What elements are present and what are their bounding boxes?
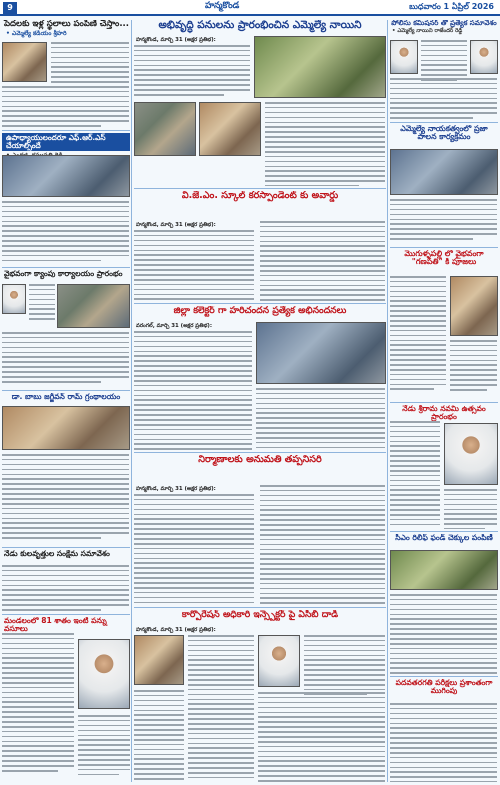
masthead — [0, 0, 500, 16]
dateline: హన్మకొండ, మార్చి 31 (అక్షర ప్రతిభ): — [136, 222, 216, 228]
article — [390, 405, 498, 529]
article — [134, 455, 386, 605]
headline: కార్పొరేషన్ అధికారి ఇన్స్పెక్టర్ పై ఏసీబీ దాడి — [181, 610, 339, 620]
article — [134, 20, 386, 186]
dateline: హన్మకొండ, మార్చి 31 (అక్షర ప్రతిభ): — [136, 37, 216, 43]
headline: అభివృద్ధి పనులను ప్రారంభించిన ఎమ్మెల్యే నాయిని — [158, 20, 362, 31]
page-number: 9 — [3, 2, 17, 14]
headline: జిల్లా కలెక్టర్ గా హరిచందన ప్రత్యేక అభినందనలు — [173, 306, 347, 316]
headline: సీఎం రిలీఫ్ ఫండ్ చెక్కుల పంపిణీ — [395, 534, 493, 542]
column-center — [134, 20, 386, 782]
article — [134, 191, 386, 301]
article-photo — [254, 36, 386, 98]
article — [390, 250, 498, 400]
article-photo — [134, 102, 196, 156]
article-photo — [78, 639, 130, 709]
article — [390, 679, 498, 782]
column-left — [2, 20, 130, 782]
article-photo — [258, 635, 300, 687]
dateline: హన్మకొండ, మార్చి 31 (అక్షర ప్రతిభ): — [136, 627, 216, 633]
subheadline: • ఎమ్మెల్యే కడియం శ్రీహరి — [6, 29, 67, 37]
article — [2, 270, 130, 388]
headline: పదవతరగతి పరీక్షలు ప్రశాంతంగా ముగింపు — [395, 679, 493, 695]
article-photo — [256, 322, 386, 384]
headline: ఉపాధ్యాయులందరూ ఎఫ్.ఆర్.ఎస్ చేయాల్సిందే — [2, 133, 130, 151]
headline: వి.జే.ఎం. స్కూల్ కరస్పాండెంట్ కు అవార్డు — [181, 191, 339, 201]
article-photo — [2, 42, 47, 82]
article — [390, 125, 498, 245]
headline: నేడు కులవృత్తుల సంక్షేమ సమావేశం — [4, 550, 110, 558]
column-right — [390, 20, 498, 782]
headline: నిర్మాణాలకు అనుమతి తప్పనిసరి — [198, 455, 322, 465]
article — [2, 20, 130, 128]
article-photo — [390, 550, 498, 590]
article-photo — [390, 40, 418, 74]
article — [390, 20, 498, 120]
article-photo — [390, 149, 498, 195]
column-divider — [131, 20, 132, 782]
article — [2, 617, 130, 782]
article — [2, 550, 130, 612]
headline: పేదలకు ఇళ్ల స్థలాలు పంపిణీ చేస్తాం... — [4, 20, 130, 29]
dateline: వరంగల్, మార్చి 31 (అక్షర ప్రతిభ): — [136, 323, 212, 329]
article — [390, 534, 498, 674]
headline: వైభవంగా క్యాంపు కార్యాలయం ప్రారంభం — [4, 270, 123, 278]
article — [2, 393, 130, 545]
article-photo — [444, 423, 498, 485]
headline: డా. బాబు జగ్జీవన్ రామ్ గ్రంథాలయం — [11, 393, 121, 401]
article-photo — [450, 276, 498, 336]
article — [134, 306, 386, 450]
headline: పోలీసు కమిషనర్ తో ప్రత్యేక సమావేశం — [391, 20, 497, 27]
headline: మండలంలో 81 శాతం ఇంటి పన్ను వసూలు — [4, 617, 107, 633]
article-photo — [470, 40, 498, 74]
headline: నేడు శ్రీరామ నవమి ఉత్సవం ప్రారంభం — [402, 405, 486, 421]
article-photo — [134, 635, 184, 685]
article — [2, 133, 130, 265]
article-photo — [2, 284, 26, 314]
article-photo — [2, 406, 130, 450]
article — [134, 610, 386, 782]
dateline: హన్మకొండ, మార్చి 31 (అక్షర ప్రతిభ): — [136, 486, 216, 492]
headline: ఎమ్మెల్యే నాయకత్వంలో ప్రజా పాలన కార్యక్రమం — [400, 125, 488, 142]
column-divider — [387, 20, 388, 782]
article-photo — [2, 155, 130, 197]
issue-date: బుధవారం 1 ఏప్రిల్ 2026 — [409, 2, 494, 11]
article-photo — [57, 284, 130, 328]
article-photo — [199, 102, 261, 156]
section-title: హన్మకొండ — [205, 1, 240, 11]
headline: మొగుళ్ళపల్లి లో వైభవంగా "గణపతి" కి పూజలు — [404, 250, 484, 267]
subheadline: • ఎమ్మెల్యే నాయిని రాజేందర్ రెడ్డి — [392, 28, 463, 35]
